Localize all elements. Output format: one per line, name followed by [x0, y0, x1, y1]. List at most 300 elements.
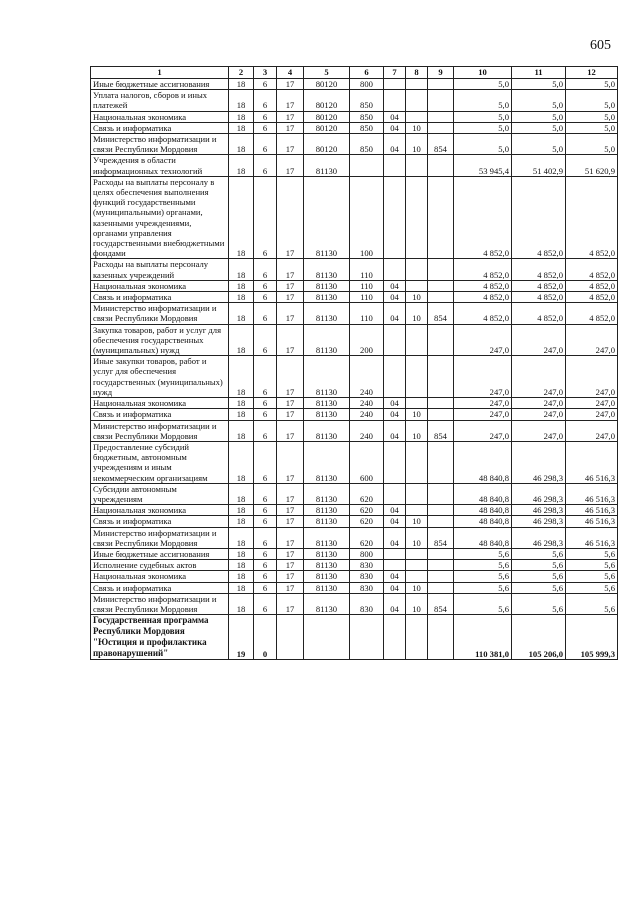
amount-year-1: 4 852,0 [454, 259, 512, 280]
department-code [428, 548, 454, 559]
program-code: 6 [254, 292, 277, 303]
row-name: Связь и информатика [91, 292, 229, 303]
table-row [91, 398, 618, 409]
department-code [428, 292, 454, 303]
amount-year-1: 5,6 [454, 571, 512, 582]
section-code [384, 483, 406, 504]
chapter-code: 18 [229, 79, 254, 90]
section-code [384, 324, 406, 356]
expense-type-code [350, 155, 384, 176]
amount-year-3: 5,0 [566, 111, 618, 122]
expense-type-code: 600 [350, 441, 384, 483]
chapter-code: 18 [229, 441, 254, 483]
expense-type-code: 830 [350, 593, 384, 614]
expense-type-code: 240 [350, 420, 384, 441]
department-code [428, 582, 454, 593]
amount-year-3: 5,0 [566, 79, 618, 90]
subsection-code: 10 [406, 122, 428, 133]
chapter-code: 18 [229, 303, 254, 324]
table-row [91, 324, 618, 356]
program-code: 6 [254, 441, 277, 483]
row-name: Национальная экономика [91, 398, 229, 409]
amount-year-1: 110 381,0 [454, 615, 512, 660]
target-item-code: 81130 [304, 280, 350, 291]
section-code: 04 [384, 571, 406, 582]
amount-year-3: 247,0 [566, 420, 618, 441]
section-code: 04 [384, 398, 406, 409]
subsection-code [406, 505, 428, 516]
subprogram-code: 17 [277, 593, 304, 614]
amount-year-2: 5,0 [512, 79, 566, 90]
row-name: Министерство информатизации и связи Республики Мордовия [91, 593, 229, 614]
amount-year-1: 5,0 [454, 122, 512, 133]
row-name: Национальная экономика [91, 571, 229, 582]
row-name: Иные закупки товаров, работ и услуг для обеспечения государственных (муниципальных) нужд [91, 356, 229, 398]
target-item-code: 81130 [304, 527, 350, 548]
amount-year-1: 5,6 [454, 560, 512, 571]
chapter-code: 18 [229, 259, 254, 280]
chapter-code: 18 [229, 593, 254, 614]
program-code: 6 [254, 516, 277, 527]
row-name: Закупка товаров, работ и услуг для обеспечения государственных (муниципальных) нужд [91, 324, 229, 356]
expense-type-code: 830 [350, 571, 384, 582]
subsection-code [406, 176, 428, 259]
amount-year-2: 5,0 [512, 111, 566, 122]
section-code: 04 [384, 516, 406, 527]
row-name: Связь и информатика [91, 516, 229, 527]
amount-year-1: 48 840,8 [454, 483, 512, 504]
department-code [428, 176, 454, 259]
department-code [428, 111, 454, 122]
row-name: Министерство информатизации и связи Республики Мордовия [91, 420, 229, 441]
amount-year-1: 4 852,0 [454, 176, 512, 259]
expense-type-code: 620 [350, 516, 384, 527]
row-name: Связь и информатика [91, 409, 229, 420]
target-item-code: 81130 [304, 292, 350, 303]
chapter-code: 18 [229, 516, 254, 527]
amount-year-2: 105 206,0 [512, 615, 566, 660]
department-code: 854 [428, 593, 454, 614]
subprogram-code: 17 [277, 441, 304, 483]
chapter-code: 18 [229, 122, 254, 133]
expense-type-code: 100 [350, 176, 384, 259]
program-code: 6 [254, 176, 277, 259]
section-code: 04 [384, 409, 406, 420]
expense-type-code: 800 [350, 548, 384, 559]
amount-year-2: 5,0 [512, 122, 566, 133]
department-code: 854 [428, 303, 454, 324]
amount-year-2: 46 298,3 [512, 505, 566, 516]
table-row [91, 441, 618, 483]
amount-year-2: 46 298,3 [512, 483, 566, 504]
amount-year-1: 48 840,8 [454, 527, 512, 548]
table-row [91, 292, 618, 303]
table-row [91, 571, 618, 582]
table-row [91, 582, 618, 593]
amount-year-3: 5,6 [566, 548, 618, 559]
amount-year-3: 4 852,0 [566, 176, 618, 259]
amount-year-3: 4 852,0 [566, 259, 618, 280]
department-code [428, 79, 454, 90]
target-item-code: 80120 [304, 122, 350, 133]
row-name: Расходы на выплаты персоналу казенных учреждений [91, 259, 229, 280]
subsection-code [406, 280, 428, 291]
amount-year-2: 4 852,0 [512, 176, 566, 259]
amount-year-2: 247,0 [512, 324, 566, 356]
subprogram-code: 17 [277, 560, 304, 571]
amount-year-3: 5,0 [566, 90, 618, 111]
target-item-code: 81130 [304, 356, 350, 398]
program-code: 6 [254, 398, 277, 409]
table-row [91, 259, 618, 280]
target-item-code: 81130 [304, 409, 350, 420]
subprogram-code: 17 [277, 505, 304, 516]
table-row [91, 516, 618, 527]
subsection-code [406, 90, 428, 111]
target-item-code: 81130 [304, 505, 350, 516]
department-code: 854 [428, 134, 454, 155]
column-header: 5 [304, 67, 350, 79]
chapter-code: 18 [229, 527, 254, 548]
amount-year-2: 4 852,0 [512, 292, 566, 303]
column-header: 1 [91, 67, 229, 79]
target-item-code: 81130 [304, 259, 350, 280]
target-item-code: 81130 [304, 324, 350, 356]
program-code: 6 [254, 122, 277, 133]
amount-year-3: 46 516,3 [566, 516, 618, 527]
amount-year-1: 247,0 [454, 420, 512, 441]
expense-type-code: 110 [350, 292, 384, 303]
amount-year-3: 5,6 [566, 560, 618, 571]
department-code [428, 571, 454, 582]
program-code: 6 [254, 527, 277, 548]
section-code [384, 356, 406, 398]
amount-year-1: 4 852,0 [454, 280, 512, 291]
subprogram-code [277, 615, 304, 660]
program-code: 6 [254, 505, 277, 516]
expense-type-code: 850 [350, 134, 384, 155]
row-name: Субсидии автономным учреждениям [91, 483, 229, 504]
chapter-code: 18 [229, 571, 254, 582]
target-item-code: 81130 [304, 516, 350, 527]
target-item-code: 80120 [304, 90, 350, 111]
amount-year-3: 5,6 [566, 571, 618, 582]
column-header: 9 [428, 67, 454, 79]
subprogram-code: 17 [277, 292, 304, 303]
amount-year-1: 48 840,8 [454, 516, 512, 527]
section-code: 04 [384, 420, 406, 441]
expense-type-code: 110 [350, 303, 384, 324]
department-code [428, 560, 454, 571]
amount-year-1: 4 852,0 [454, 303, 512, 324]
target-item-code: 81130 [304, 483, 350, 504]
subsection-code: 10 [406, 420, 428, 441]
department-code [428, 409, 454, 420]
department-code [428, 122, 454, 133]
program-code: 0 [254, 615, 277, 660]
section-code [384, 79, 406, 90]
chapter-code: 18 [229, 582, 254, 593]
subprogram-code: 17 [277, 111, 304, 122]
section-code: 04 [384, 111, 406, 122]
column-header: 11 [512, 67, 566, 79]
table-row [91, 303, 618, 324]
subsection-code [406, 441, 428, 483]
table-row [91, 593, 618, 614]
amount-year-1: 4 852,0 [454, 292, 512, 303]
table-header-row [91, 67, 618, 79]
expense-type-code: 200 [350, 324, 384, 356]
expense-type-code: 620 [350, 505, 384, 516]
amount-year-3: 5,0 [566, 122, 618, 133]
amount-year-1: 48 840,8 [454, 441, 512, 483]
subprogram-code: 17 [277, 409, 304, 420]
subprogram-code: 17 [277, 122, 304, 133]
expense-type-code: 620 [350, 483, 384, 504]
subprogram-code: 17 [277, 483, 304, 504]
amount-year-3: 247,0 [566, 409, 618, 420]
amount-year-3: 51 620,9 [566, 155, 618, 176]
subsection-code [406, 548, 428, 559]
amount-year-2: 247,0 [512, 356, 566, 398]
chapter-code: 18 [229, 280, 254, 291]
table-row [91, 548, 618, 559]
subsection-code: 10 [406, 593, 428, 614]
amount-year-3: 5,6 [566, 582, 618, 593]
target-item-code: 81130 [304, 303, 350, 324]
column-header: 6 [350, 67, 384, 79]
program-code: 6 [254, 560, 277, 571]
department-code [428, 259, 454, 280]
subprogram-code: 17 [277, 134, 304, 155]
row-name: Государственная программа Республики Мордовия "Юстиция и профилактика правонарушений" [91, 615, 229, 660]
section-code: 04 [384, 292, 406, 303]
chapter-code: 18 [229, 420, 254, 441]
row-name: Исполнение судебных актов [91, 560, 229, 571]
department-code: 854 [428, 527, 454, 548]
section-code: 04 [384, 303, 406, 324]
expense-type-code: 830 [350, 560, 384, 571]
section-code [384, 441, 406, 483]
program-code: 6 [254, 356, 277, 398]
amount-year-1: 53 945,4 [454, 155, 512, 176]
program-code: 6 [254, 79, 277, 90]
subsection-code [406, 398, 428, 409]
department-code [428, 356, 454, 398]
amount-year-2: 4 852,0 [512, 303, 566, 324]
amount-year-2: 46 298,3 [512, 441, 566, 483]
chapter-code: 18 [229, 356, 254, 398]
subsection-code [406, 259, 428, 280]
subprogram-code: 17 [277, 548, 304, 559]
subprogram-code: 17 [277, 176, 304, 259]
row-name: Учреждения в области информационных технологий [91, 155, 229, 176]
column-header: 10 [454, 67, 512, 79]
budget-table [90, 66, 618, 660]
program-code: 6 [254, 324, 277, 356]
program-code: 6 [254, 90, 277, 111]
subprogram-code: 17 [277, 79, 304, 90]
amount-year-3: 5,0 [566, 134, 618, 155]
subprogram-code: 17 [277, 527, 304, 548]
section-code [384, 560, 406, 571]
expense-type-code: 620 [350, 527, 384, 548]
subprogram-code: 17 [277, 90, 304, 111]
row-name: Национальная экономика [91, 111, 229, 122]
expense-type-code: 850 [350, 122, 384, 133]
amount-year-2: 46 298,3 [512, 516, 566, 527]
table-row [91, 90, 618, 111]
target-item-code: 81130 [304, 571, 350, 582]
program-code: 6 [254, 548, 277, 559]
department-code [428, 483, 454, 504]
program-code: 6 [254, 259, 277, 280]
amount-year-2: 247,0 [512, 409, 566, 420]
column-header: 7 [384, 67, 406, 79]
section-code [384, 259, 406, 280]
amount-year-2: 5,0 [512, 90, 566, 111]
target-item-code: 81130 [304, 420, 350, 441]
chapter-code: 18 [229, 292, 254, 303]
target-item-code: 81130 [304, 593, 350, 614]
amount-year-1: 5,6 [454, 593, 512, 614]
amount-year-3: 46 516,3 [566, 527, 618, 548]
row-name: Иные бюджетные ассигнования [91, 79, 229, 90]
department-code [428, 280, 454, 291]
subsection-code: 10 [406, 527, 428, 548]
target-item-code: 81130 [304, 176, 350, 259]
subsection-code [406, 79, 428, 90]
table-row [91, 409, 618, 420]
amount-year-2: 5,6 [512, 582, 566, 593]
department-code [428, 615, 454, 660]
section-code: 04 [384, 593, 406, 614]
amount-year-3: 46 516,3 [566, 483, 618, 504]
amount-year-2: 4 852,0 [512, 280, 566, 291]
table-row [91, 505, 618, 516]
amount-year-3: 46 516,3 [566, 441, 618, 483]
chapter-code: 18 [229, 409, 254, 420]
table-row [91, 420, 618, 441]
expense-type-code: 240 [350, 398, 384, 409]
amount-year-2: 5,6 [512, 571, 566, 582]
program-code: 6 [254, 303, 277, 324]
table-row [91, 155, 618, 176]
department-code [428, 441, 454, 483]
expense-type-code: 850 [350, 111, 384, 122]
section-code: 04 [384, 280, 406, 291]
program-code: 6 [254, 155, 277, 176]
table-row [91, 483, 618, 504]
amount-year-1: 48 840,8 [454, 505, 512, 516]
target-item-code: 80120 [304, 134, 350, 155]
amount-year-1: 5,0 [454, 79, 512, 90]
subsection-code [406, 111, 428, 122]
table-row [91, 356, 618, 398]
chapter-code: 18 [229, 548, 254, 559]
section-code [384, 90, 406, 111]
column-header: 3 [254, 67, 277, 79]
program-code: 6 [254, 111, 277, 122]
amount-year-3: 4 852,0 [566, 303, 618, 324]
target-item-code: 81130 [304, 441, 350, 483]
section-code [384, 548, 406, 559]
table-row [91, 280, 618, 291]
section-code [384, 176, 406, 259]
program-code: 6 [254, 593, 277, 614]
table-row [91, 122, 618, 133]
subsection-code: 10 [406, 582, 428, 593]
section-code [384, 615, 406, 660]
department-code [428, 90, 454, 111]
amount-year-2: 5,6 [512, 548, 566, 559]
program-code: 6 [254, 420, 277, 441]
target-item-code: 81130 [304, 582, 350, 593]
expense-type-code: 830 [350, 582, 384, 593]
expense-type-code: 110 [350, 280, 384, 291]
target-item-code: 81130 [304, 398, 350, 409]
chapter-code: 18 [229, 155, 254, 176]
amount-year-1: 5,0 [454, 111, 512, 122]
program-code: 6 [254, 280, 277, 291]
chapter-code: 18 [229, 176, 254, 259]
amount-year-1: 247,0 [454, 324, 512, 356]
subprogram-code: 17 [277, 582, 304, 593]
section-code [384, 155, 406, 176]
amount-year-3: 4 852,0 [566, 292, 618, 303]
amount-year-3: 46 516,3 [566, 505, 618, 516]
program-code: 6 [254, 571, 277, 582]
chapter-code: 18 [229, 111, 254, 122]
amount-year-2: 51 402,9 [512, 155, 566, 176]
subprogram-code: 17 [277, 303, 304, 324]
row-name: Иные бюджетные ассигнования [91, 548, 229, 559]
row-name: Связь и информатика [91, 582, 229, 593]
expense-type-code [350, 615, 384, 660]
chapter-code: 18 [229, 505, 254, 516]
expense-type-code: 850 [350, 90, 384, 111]
subprogram-code: 17 [277, 155, 304, 176]
target-item-code: 81130 [304, 548, 350, 559]
department-code [428, 516, 454, 527]
section-code: 04 [384, 582, 406, 593]
subsection-code [406, 615, 428, 660]
row-name: Уплата налогов, сборов и иных платежей [91, 90, 229, 111]
table-row [91, 134, 618, 155]
chapter-code: 19 [229, 615, 254, 660]
expense-type-code: 110 [350, 259, 384, 280]
target-item-code: 80120 [304, 79, 350, 90]
chapter-code: 18 [229, 324, 254, 356]
row-name: Национальная экономика [91, 280, 229, 291]
amount-year-2: 46 298,3 [512, 527, 566, 548]
chapter-code: 18 [229, 398, 254, 409]
row-name: Министерство информатизации и связи Республики Мордовия [91, 527, 229, 548]
subsection-code [406, 483, 428, 504]
subprogram-code: 17 [277, 356, 304, 398]
amount-year-2: 5,0 [512, 134, 566, 155]
subprogram-code: 17 [277, 398, 304, 409]
table-row [91, 176, 618, 259]
table-row [91, 560, 618, 571]
chapter-code: 18 [229, 560, 254, 571]
row-name: Министерство информатизации и связи Республики Мордовия [91, 134, 229, 155]
amount-year-3: 247,0 [566, 356, 618, 398]
program-code: 6 [254, 409, 277, 420]
table-row [91, 79, 618, 90]
amount-year-3: 105 999,3 [566, 615, 618, 660]
row-name: Связь и информатика [91, 122, 229, 133]
